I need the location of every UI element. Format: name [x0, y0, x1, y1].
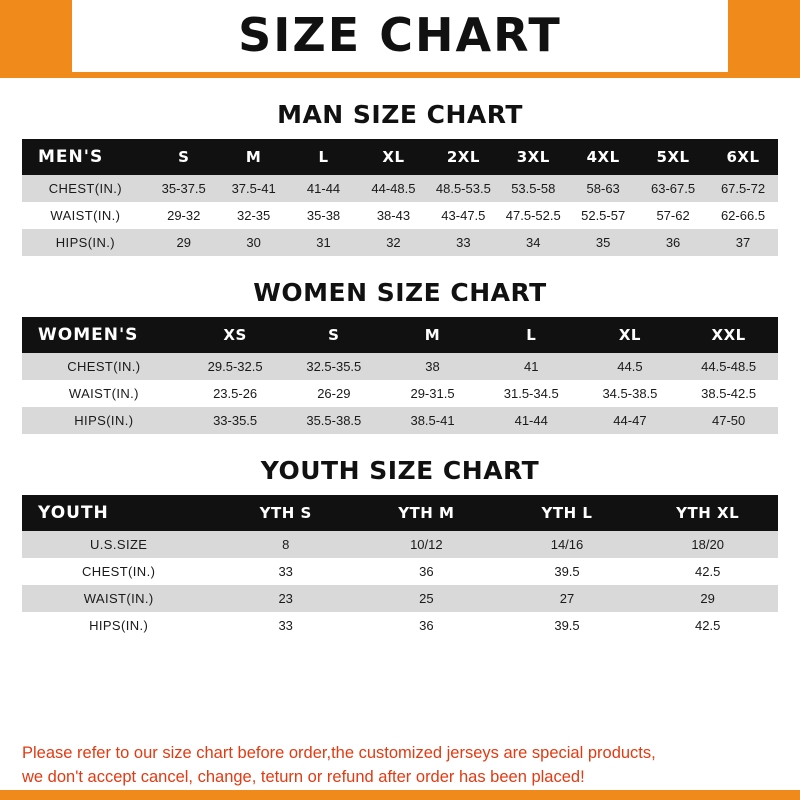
col-header-s: S [284, 317, 383, 353]
table-youth [22, 495, 778, 639]
table-row [22, 229, 778, 256]
col-header-4xl: 4XL [568, 139, 638, 175]
col-header-xl: XL [581, 317, 680, 353]
cell: 34.5-38.5 [581, 380, 680, 407]
col-header-m: M [383, 317, 482, 353]
cell: 23 [215, 585, 356, 612]
cell: 57-62 [638, 202, 708, 229]
cell: 44-47 [581, 407, 680, 434]
row-label-hips: HIPS(IN.) [22, 612, 215, 639]
cell: 32-35 [219, 202, 289, 229]
row-label-hips: HIPS(IN.) [22, 229, 149, 256]
footer-note [22, 742, 778, 790]
cell: 52.5-57 [568, 202, 638, 229]
chart-content [0, 78, 800, 732]
section-women [22, 268, 778, 434]
cell: 30 [219, 229, 289, 256]
cell: 29-32 [149, 202, 219, 229]
cell: 25 [356, 585, 497, 612]
table-header-row [22, 317, 778, 353]
cell: 36 [638, 229, 708, 256]
col-header-yth-l: YTH L [497, 495, 638, 531]
cell: 33-35.5 [186, 407, 285, 434]
table-header-row [22, 495, 778, 531]
cell: 8 [215, 531, 356, 558]
col-header-l: L [289, 139, 359, 175]
section-youth [22, 446, 778, 639]
table-row [22, 353, 778, 380]
cell: 53.5-58 [498, 175, 568, 202]
cell: 23.5-26 [186, 380, 285, 407]
col-header-yth-s: YTH S [215, 495, 356, 531]
row-label-us-size: U.S.SIZE [22, 531, 215, 558]
row-label-waist: WAIST(IN.) [22, 380, 186, 407]
section-title-women: WOMEN SIZE CHART [253, 278, 547, 307]
cell: 31 [289, 229, 359, 256]
table-row [22, 175, 778, 202]
cell: 47.5-52.5 [498, 202, 568, 229]
page-title: SIZE CHART [238, 8, 562, 62]
cell: 18/20 [637, 531, 778, 558]
section-man [22, 90, 778, 256]
col-header-womens: WOMEN'S [22, 317, 186, 353]
col-header-xxl: XXL [679, 317, 778, 353]
section-title-man: MAN SIZE CHART [277, 100, 523, 129]
row-label-hips: HIPS(IN.) [22, 407, 186, 434]
cell: 41-44 [289, 175, 359, 202]
col-header-3xl: 3XL [498, 139, 568, 175]
cell: 38.5-41 [383, 407, 482, 434]
cell: 35.5-38.5 [284, 407, 383, 434]
row-label-waist: WAIST(IN.) [22, 202, 149, 229]
cell: 29 [149, 229, 219, 256]
cell: 47-50 [679, 407, 778, 434]
cell: 48.5-53.5 [428, 175, 498, 202]
cell: 44.5-48.5 [679, 353, 778, 380]
cell: 10/12 [356, 531, 497, 558]
cell: 29 [637, 585, 778, 612]
section-title-youth: YOUTH SIZE CHART [260, 456, 540, 485]
cell: 29-31.5 [383, 380, 482, 407]
table-row [22, 531, 778, 558]
col-header-men: MEN'S [22, 139, 149, 175]
cell: 34 [498, 229, 568, 256]
cell: 32.5-35.5 [284, 353, 383, 380]
cell: 44.5 [581, 353, 680, 380]
col-header-s: S [149, 139, 219, 175]
cell: 32 [358, 229, 428, 256]
cell: 14/16 [497, 531, 638, 558]
table-row [22, 407, 778, 434]
cell: 38.5-42.5 [679, 380, 778, 407]
row-label-chest: CHEST(IN.) [22, 175, 149, 202]
table-row [22, 585, 778, 612]
cell: 26-29 [284, 380, 383, 407]
header-band [0, 0, 800, 72]
cell: 42.5 [637, 558, 778, 585]
bottom-band [0, 790, 800, 800]
cell: 29.5-32.5 [186, 353, 285, 380]
table-row [22, 612, 778, 639]
cell: 33 [428, 229, 498, 256]
cell: 38 [383, 353, 482, 380]
cell: 37.5-41 [219, 175, 289, 202]
cell: 35 [568, 229, 638, 256]
cell: 39.5 [497, 612, 638, 639]
table-women [22, 317, 778, 434]
col-header-yth-xl: YTH XL [637, 495, 778, 531]
col-header-l: L [482, 317, 581, 353]
col-header-m: M [219, 139, 289, 175]
cell: 39.5 [497, 558, 638, 585]
table-man [22, 139, 778, 256]
row-label-chest: CHEST(IN.) [22, 558, 215, 585]
table-row [22, 558, 778, 585]
col-header-xs: XS [186, 317, 285, 353]
footer-note-line1: Please refer to our size chart before order,the customized jerseys are special products, [22, 744, 656, 763]
col-header-6xl: 6XL [708, 139, 778, 175]
col-header-2xl: 2XL [428, 139, 498, 175]
col-header-xl: XL [358, 139, 428, 175]
cell: 38-43 [358, 202, 428, 229]
cell: 35-38 [289, 202, 359, 229]
cell: 35-37.5 [149, 175, 219, 202]
cell: 33 [215, 558, 356, 585]
cell: 42.5 [637, 612, 778, 639]
cell: 41-44 [482, 407, 581, 434]
table-row [22, 380, 778, 407]
cell: 37 [708, 229, 778, 256]
cell: 43-47.5 [428, 202, 498, 229]
cell: 63-67.5 [638, 175, 708, 202]
col-header-yth-m: YTH M [356, 495, 497, 531]
cell: 41 [482, 353, 581, 380]
cell: 67.5-72 [708, 175, 778, 202]
cell: 36 [356, 558, 497, 585]
cell: 44-48.5 [358, 175, 428, 202]
cell: 31.5-34.5 [482, 380, 581, 407]
col-header-youth: YOUTH [22, 495, 215, 531]
cell: 33 [215, 612, 356, 639]
table-header-row [22, 139, 778, 175]
footer-note-line2: we don't accept cancel, change, teturn or refund after order has been placed! [22, 768, 585, 787]
cell: 36 [356, 612, 497, 639]
cell: 58-63 [568, 175, 638, 202]
row-label-waist: WAIST(IN.) [22, 585, 215, 612]
cell: 62-66.5 [708, 202, 778, 229]
row-label-chest: CHEST(IN.) [22, 353, 186, 380]
table-row [22, 202, 778, 229]
col-header-5xl: 5XL [638, 139, 708, 175]
cell: 27 [497, 585, 638, 612]
